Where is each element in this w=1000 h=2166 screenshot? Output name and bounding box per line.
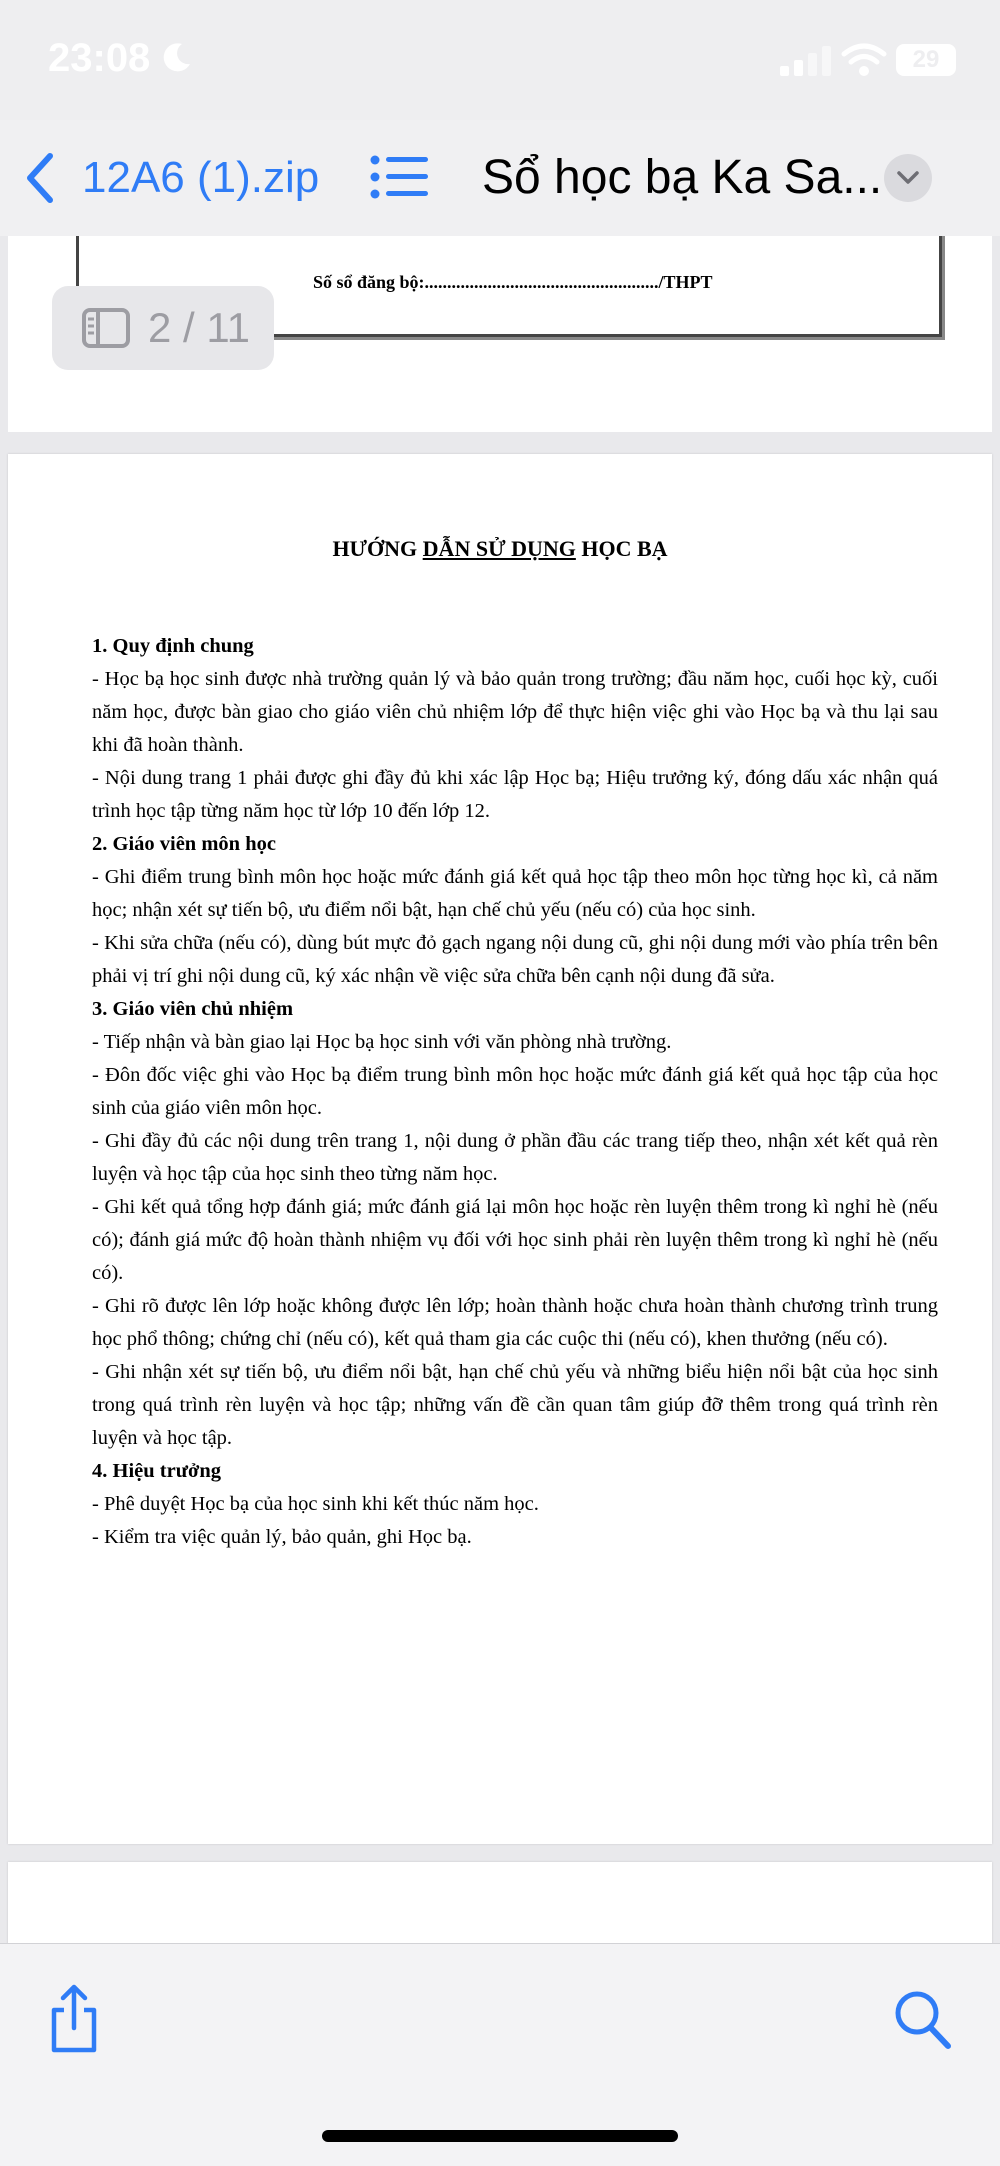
- cellular-signal-icon: [780, 44, 840, 76]
- page-indicator-label: 2 / 11: [148, 304, 250, 351]
- section-item: - Phê duyệt Học bạ của học sinh khi kết thúc năm học.: [92, 1493, 539, 1515]
- next-page: [8, 1862, 992, 1943]
- list-icon[interactable]: [370, 152, 430, 202]
- battery-icon: [896, 44, 956, 76]
- document-title[interactable]: Sổ học bạ Ka Sa...: [482, 151, 883, 204]
- heading-part2: HỌC BẠ: [575, 536, 668, 561]
- battery-level: 29: [912, 46, 940, 73]
- section-item: - Nội dung trang 1 phải được ghi đầy đủ khi xác lập Học bạ; Hiệu trưởng ký, đóng dấu xác nhận quá trình học tập từng năm học từ lớp 10 đến lớp 12.: [92, 767, 938, 822]
- home-indicator[interactable]: [322, 2130, 678, 2142]
- section-item: - Học bạ học sinh được nhà trường quản lý và bảo quản trong trường; đầu năm học, cuối học kỳ, cuối năm học, được bàn giao cho giáo viên chủ nhiệm lớp để thực hiện việc ghi vào Học bạ và thu lại sau khi đã hoàn thành.: [92, 668, 938, 756]
- section-item: - Ghi đầy đủ các nội dung trên trang 1, nội dung ở phần đầu các trang tiếp theo, nhận xét kết quả rèn luyện và học tập của học sinh theo từng năm học.: [92, 1130, 938, 1185]
- chevron-left-icon[interactable]: [22, 150, 58, 206]
- share-icon[interactable]: [46, 1984, 102, 2054]
- current-page: [8, 454, 992, 1844]
- wifi-icon: [840, 42, 888, 78]
- back-button[interactable]: 12A6 (1).zip: [82, 153, 320, 202]
- section-title: 1. Quy định chung: [92, 635, 254, 657]
- section-title: 2. Giáo viên môn học: [92, 833, 276, 855]
- section-item: - Khi sửa chữa (nếu có), dùng bút mực đỏ gạch ngang nội dung cũ, ghi nội dung mới vào phía trên bên phải vị trí ghi nội dung cũ, ký xác nhận về việc sửa chữa bên cạnh nội dung đã sửa.: [92, 932, 938, 987]
- section-title: 3. Giáo viên chủ nhiệm: [92, 998, 294, 1020]
- status-bar: [0, 0, 1000, 120]
- status-time: 23:08: [48, 36, 151, 80]
- section-item: - Ghi nhận xét sự tiến bộ, ưu điểm nổi bật, hạn chế chủ yếu và những biểu hiện nổi bật của học sinh trong quá trình rèn luyện và học tập; những vấn đề cần quan tâm giúp đỡ thêm trong quá trình rèn luyện và học tập.: [92, 1361, 938, 1449]
- section-item: - Ghi kết quả tổng hợp đánh giá; mức đánh giá lại môn học hoặc rèn luyện thêm trong kì nghỉ hè (nếu có); đánh giá mức độ hoàn thành nhiệm vụ đối với học sinh phải rèn luyện thêm trong kì nghỉ hè (nếu có).: [92, 1196, 938, 1284]
- section-item: - Tiếp nhận và bàn giao lại Học bạ học sinh với văn phòng nhà trường.: [92, 1031, 672, 1053]
- section-item: - Ghi điểm trung bình môn học hoặc mức đánh giá kết quả học tập theo môn học từng học kì, cả năm học; nhận xét sự tiến bộ, ưu điểm nổi bật, hạn chế chủ yếu (nếu có) của học sinh.: [92, 866, 938, 921]
- page-indicator[interactable]: [52, 286, 274, 370]
- section-item: - Kiểm tra việc quản lý, bảo quản, ghi Học bạ.: [92, 1526, 472, 1548]
- section-item: - Đôn đốc việc ghi vào Học bạ điểm trung bình môn học hoặc mức đánh giá kết quả học tập của học sinh của giáo viên môn học.: [92, 1064, 938, 1119]
- registration-line: Số sổ đăng bộ:..................................................../THPT: [313, 272, 713, 292]
- navigation-bar: [0, 120, 1000, 237]
- bottom-toolbar: [0, 1943, 1000, 2166]
- section-item: - Ghi rõ được lên lớp hoặc không được lên lớp; hoàn thành hoặc chưa hoàn thành chương trình trung học phổ thông; chứng chỉ (nếu có), kết quả tham gia các cuộc thi (nếu có), khen thưởng (nếu có).: [92, 1295, 938, 1350]
- title-menu-button[interactable]: [884, 154, 932, 202]
- sidebar-icon: [82, 308, 130, 348]
- chevron-down-icon: [896, 168, 920, 188]
- guide-heading: [8, 536, 992, 562]
- heading-part1: HƯỚNG: [332, 536, 423, 561]
- search-icon[interactable]: [892, 1988, 952, 2050]
- moon-icon: [160, 40, 194, 74]
- heading-underlined: DẪN SỬ DỤNG: [422, 536, 576, 561]
- document-viewer[interactable]: [0, 236, 1000, 1943]
- section-title: 4. Hiệu trưởng: [92, 1460, 221, 1482]
- guide-body: [92, 630, 938, 1554]
